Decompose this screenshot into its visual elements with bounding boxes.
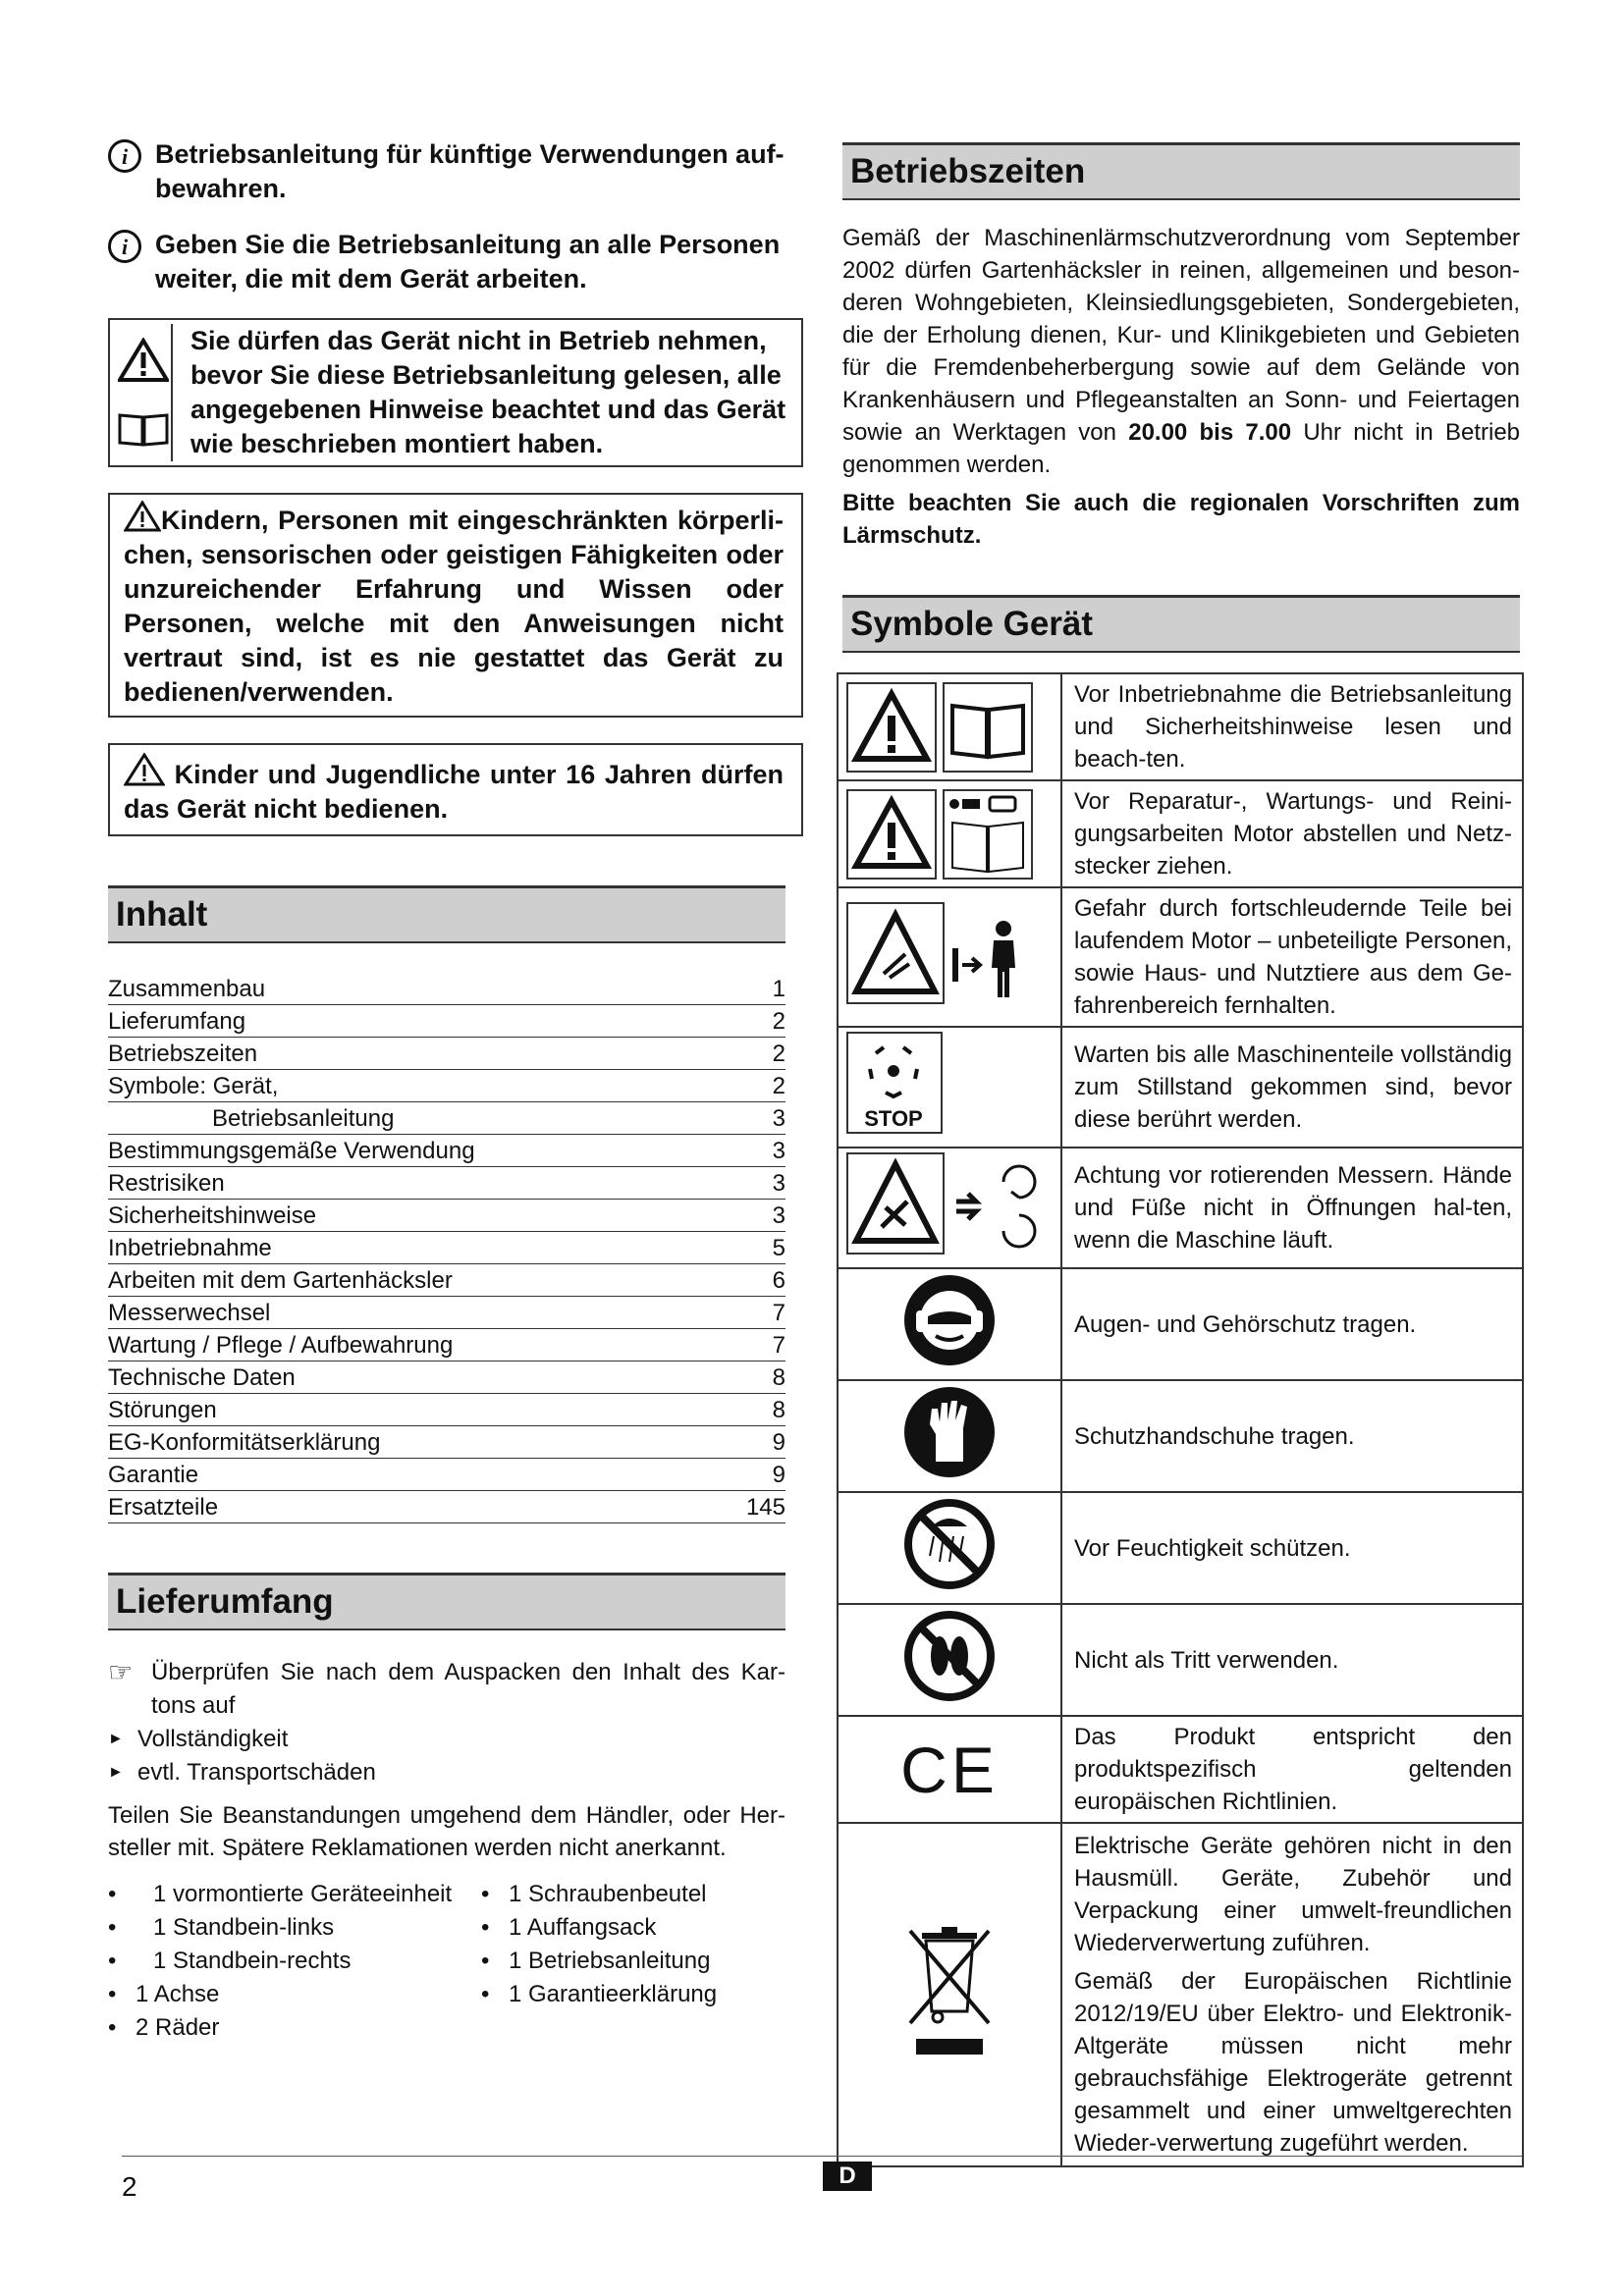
toc-row: Lieferumfang 2 (108, 1005, 785, 1038)
section-title-inhalt: Inhalt (108, 885, 785, 943)
symbol-description: Gefahr durch fortschleudernde Teile bei laufendem Motor – unbeteiligte Personen, sowie Haus- und Nutztiere aus dem Ge-fahrenbereich fernhalten. (1061, 887, 1523, 1027)
complaint-paragraph: Teilen Sie Beanstandungen umgehend dem Händler, oder Her-steller mit. Spätere Reklamationen werden nicht anerkannt. (108, 1802, 785, 1861)
warning-text: Kindern, Personen mit eingeschränkten körperli-chen, sensorischen oder geistigen Fähigkeiten oder unzureichender Erfahrung und Wissen oder Personen, welche mit den Anweisungen nicht vertraut sind, ist es nie gestattet das Gerät zu bedienen/verwenden. (124, 506, 784, 707)
warning-triangle-icon (124, 501, 161, 532)
note-keep-manual (108, 137, 803, 206)
toc-row: Ersatzteile 145 (108, 1491, 785, 1523)
symbol-row (838, 1823, 1523, 2166)
toc-row: Symbole: Gerät, 2 (108, 1070, 785, 1102)
right-column (842, 142, 1520, 2167)
regional-note: Bitte beachten Sie auch die regionalen Vorschriften zum Lärmschutz. (842, 490, 1520, 549)
rotating-blades-icon (846, 1152, 1037, 1255)
language-badge: D (823, 2162, 872, 2191)
symbol-description: Elektrische Geräte gehören nicht in den Hausmüll. Geräte, Zubehör und Verpackung einer umwelt-freundlichen Wiederverwertung zuführen. (1074, 1833, 1512, 1956)
toc-row: Arbeiten mit dem Gartenhäcksler 6 (108, 1264, 785, 1297)
toc-row: Technische Daten 8 (108, 1362, 785, 1394)
symbol-row (838, 1716, 1523, 1823)
delivery-item: • 1 Garantieerklärung (481, 1981, 718, 2007)
symbol-description: Warten bis alle Maschinenteile vollständig zum Stillstand gekommen sind, bevor diese berührt werden. (1061, 1027, 1523, 1148)
warning-triangle-icon (118, 338, 169, 383)
symbol-row (838, 780, 1523, 887)
check-item: ► Vollständigkeit (108, 1723, 785, 1756)
read-manual-icon (943, 682, 1033, 773)
symbol-row (838, 673, 1523, 780)
warning-box-age (108, 743, 803, 836)
symbol-description: Augen- und Gehörschutz tragen. (1061, 1268, 1523, 1380)
delivery-item: • 1 Betriebsanleitung (481, 1948, 711, 1974)
footer-divider (122, 2156, 1522, 2157)
warning-triangle-icon (846, 789, 937, 880)
toc-row: Bestimmungsgemäße Verwendung 3 (108, 1135, 785, 1167)
symbol-description: Das Produkt entspricht den produktspezifisch geltenden europäischen Richtlinien. (1061, 1716, 1523, 1823)
symbol-row (838, 1604, 1523, 1716)
check-item: ► evtl. Transportschäden (108, 1756, 785, 1789)
toc-row: Sicherheitshinweise 3 (108, 1200, 785, 1232)
toc-row: Inbetriebnahme 5 (108, 1232, 785, 1264)
warning-box-children (108, 493, 803, 718)
symbol-row (838, 1148, 1523, 1268)
no-step-icon (902, 1609, 997, 1703)
toc-row: Messerwechsel 7 (108, 1297, 785, 1329)
delivery-items (108, 1878, 785, 2045)
warning-triangle-icon (124, 753, 165, 786)
symbol-description: Schutzhandschuhe tragen. (1061, 1380, 1523, 1492)
delivery-item: • 1 Standbein-links (108, 1914, 335, 1941)
symbol-description: Achtung vor rotierenden Messern. Hände und Füße nicht in Öffnungen hal-ten, wenn die Maschine läuft. (1061, 1148, 1523, 1268)
delivery-item: • 2 Räder (108, 2014, 220, 2041)
toc-row: Restrisiken 3 (108, 1167, 785, 1200)
symbol-description: Gemäß der Europäischen Richtlinie 2012/19/EU über Elektro- und Elektronik- Altgeräte müssen nicht mehr gebrauchsfähige Elektrogeräte getrennt gesammelt und einer umweltgerechten Wieder-verwertung zugeführt werden. (1074, 1968, 1512, 2157)
betriebszeiten-paragraph: Gemäß der Maschinenlärmschutzverordnung vom September 2002 dürfen Gartenhäcksler in reinen, allgemeinen und beson-deren Wohngebieten, Kleinsiedlungsgebieten, Sondergebieten, die der Erholung dienen, Kur- und Klinikgebieten und Gebieten für die Fremdenbeherbergung sowie auf dem Gelände von Krankenhäusern und Pflegeanstalten an Sonn- und Feiertagen sowie an Werktagen von 20.00 bis 7.00 Uhr nicht in Betrieb genommen werden. (842, 225, 1521, 478)
pointing-hand-icon: ☞ (108, 1657, 134, 1687)
section-title-symbole: Symbole Gerät (842, 595, 1520, 653)
toc-row: Zusammenbau 1 (108, 973, 785, 1005)
delivery-item: • 1 Schraubenbeutel (481, 1881, 707, 1907)
warning-text: Sie dürfen das Gerät nicht in Betrieb nehmen, bevor Sie diese Betriebsanleitung gelesen, alle angegebenen Hinweise beachtet und das Gerät wie beschrieben montiert haben. (190, 326, 786, 458)
symbol-row (838, 1027, 1523, 1148)
gloves-icon (902, 1385, 997, 1479)
symbol-description: Vor Reparatur-, Wartungs- und Reini-gungsarbeiten Motor abstellen und Netz-stecker ziehen. (1061, 780, 1523, 887)
arrow-bullet-icon: ► (108, 1764, 124, 1781)
stop-label: STOP (864, 1106, 923, 1131)
symbol-description: Nicht als Tritt verwenden. (1061, 1604, 1523, 1716)
arrow-bullet-icon: ► (108, 1731, 124, 1747)
toc-row: Betriebsanleitung 3 (108, 1102, 785, 1135)
weee-crossed-bin-icon (902, 1917, 997, 2064)
book-icon (116, 409, 171, 449)
note-text: Betriebsanleitung für künftige Verwendungen auf-bewahren. (155, 139, 785, 203)
delivery-item: • 1 vormontierte Geräteeinheit (108, 1881, 453, 1907)
note-text: Geben Sie die Betriebsanleitung an alle Personen weiter, die mit dem Gerät arbeiten. (155, 230, 781, 294)
ce-mark-icon: CE (900, 1733, 999, 1806)
eye-ear-protection-icon (902, 1273, 997, 1367)
toc-row: Garantie 9 (108, 1459, 785, 1491)
operating-time: 20.00 bis 7.00 (1128, 419, 1292, 446)
toc-row: Störungen 8 (108, 1394, 785, 1426)
symbol-table (837, 672, 1524, 2167)
note-pass-manual (108, 228, 803, 296)
info-icon: i (108, 139, 141, 173)
toc-row: Wartung / Pflege / Aufbewahrung 7 (108, 1329, 785, 1362)
table-of-contents (108, 973, 785, 1523)
section-title-lieferumfang: Lieferumfang (108, 1573, 785, 1630)
warning-triangle-icon (846, 682, 937, 773)
wait-stop-icon (846, 1032, 943, 1134)
symbol-description: Vor Inbetriebnahme die Betriebsanleitung und Sicherheitshinweise lesen und beach-ten. (1061, 673, 1523, 780)
lieferumfang-content (108, 1656, 785, 2045)
unplug-manual-icon (943, 789, 1033, 880)
no-moisture-icon (902, 1497, 997, 1591)
section-title-betriebszeiten: Betriebszeiten (842, 142, 1520, 200)
delivery-item: • 1 Auffangsack (481, 1914, 657, 1941)
delivery-item: • 1 Standbein-rechts (108, 1948, 352, 1974)
symbol-row (838, 1492, 1523, 1604)
info-icon: i (108, 230, 141, 263)
toc-row: EG-Konformitätserklärung 9 (108, 1426, 785, 1459)
flying-parts-distance-icon (846, 899, 1037, 1007)
symbol-row (838, 1380, 1523, 1492)
delivery-item: • 1 Achse (108, 1981, 220, 2007)
check-instruction: ☞ Überprüfen Sie nach dem Auspacken den Inhalt des Kar-tons auf (108, 1656, 785, 1723)
symbol-description: Vor Feuchtigkeit schützen. (1061, 1492, 1523, 1604)
warning-text: Kinder und Jugendliche unter 16 Jahren dürfen das Gerät nicht bedienen. (124, 760, 784, 824)
toc-row: Betriebszeiten 2 (108, 1038, 785, 1070)
left-column (108, 137, 803, 2045)
page-number: 2 (122, 2171, 137, 2202)
symbol-row (838, 1268, 1523, 1380)
symbol-row (838, 887, 1523, 1027)
warning-box-read-manual (108, 318, 803, 467)
